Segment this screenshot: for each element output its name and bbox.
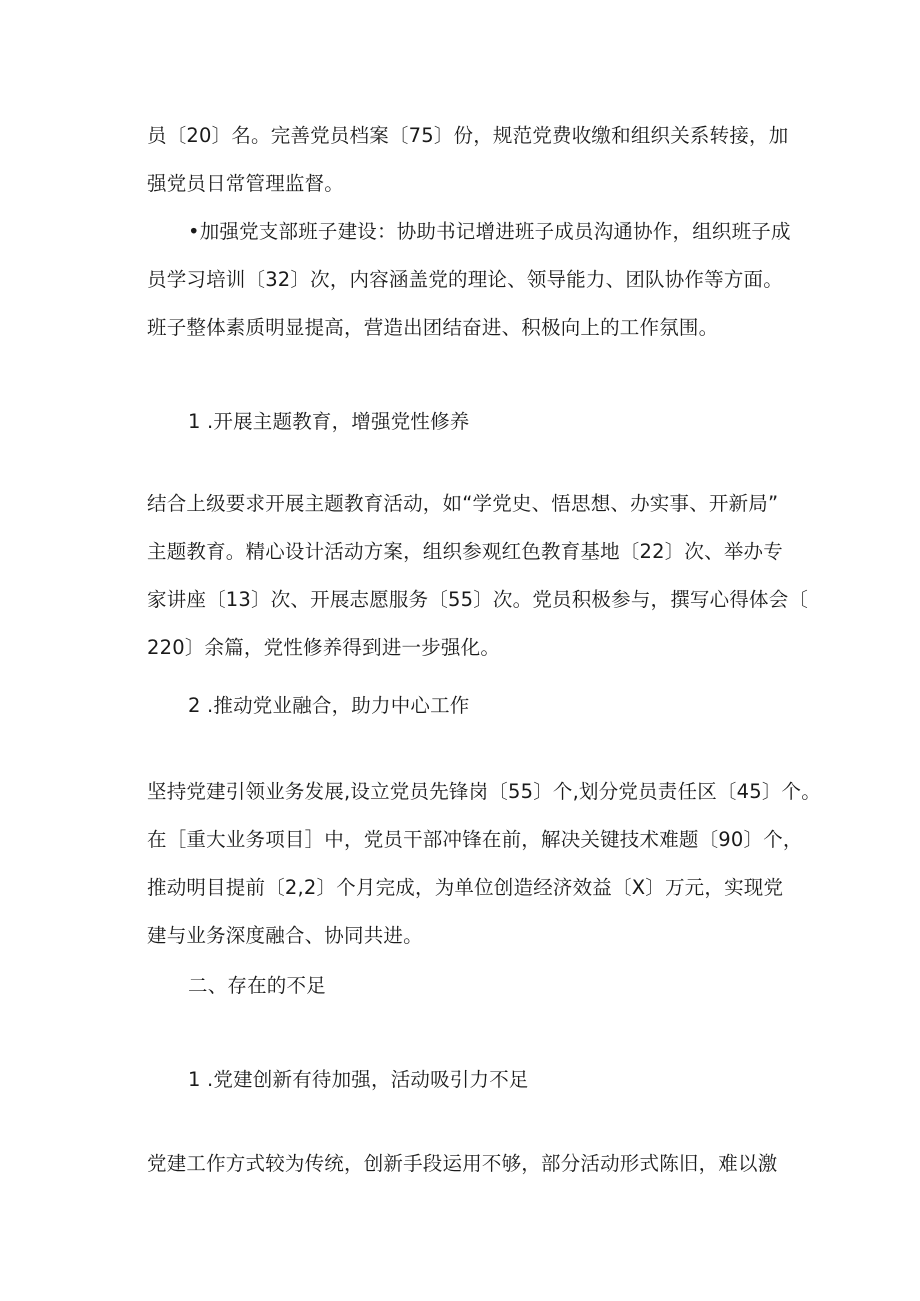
paragraph-line: 党建工作方式较为传统，创新手段运用不够，部分活动形式陈旧，难以激 (147, 1152, 778, 1175)
paragraph-line: 220〕余篇，党性修养得到进一步强化。 (147, 636, 501, 659)
chapter-heading: 二、存在的不足 (188, 974, 326, 997)
paragraph-line: 坚持党建引领业务发展,设立党员先锋岗〔55〕个,划分党员责任区〔45〕个。 (147, 780, 821, 803)
section-heading: 1 .开展主题教育，增强党性修养 (188, 410, 470, 433)
paragraph-line: 强党员日常管理监督。 (147, 172, 345, 195)
paragraph-line: 员〔20〕名。完善党员档案〔75〕份，规范党费收缴和组织关系转接，加 (147, 124, 789, 147)
section-heading: 1 .党建创新有待加强，活动吸引力不足 (188, 1068, 529, 1091)
paragraph-line: 员学习培训〔32〕次，内容涵盖党的理论、领导能力、团队协作等方面。 (147, 268, 783, 291)
paragraph-line: 班子整体素质明显提高，营造出团结奋进、积极向上的工作氛围。 (147, 316, 719, 339)
section-heading: 2 .推动党业融合，助力中心工作 (188, 694, 470, 717)
paragraph-line: 主题教育。精心设计活动方案，组织参观红色教育基地〔22〕次、举办专 (147, 540, 783, 563)
paragraph-line: 建与业务深度融合、协同共进。 (147, 924, 423, 947)
paragraph-line: 结合上级要求开展主题教育活动，如“学党史、悟思想、办实事、开新局” (147, 492, 779, 515)
paragraph-line: 在［重大业务项目］中，党员干部冲锋在前，解决关键技术难题〔90〕个， (147, 828, 803, 851)
bullet-line: •加强党支部班子建设：协助书记增进班子成员沟通协作，组织班子成 (188, 220, 791, 243)
paragraph-line: 家讲座〔13〕次、开展志愿服务〔55〕次。党员积极参与，撰写心得体会〔 (147, 588, 809, 611)
paragraph-line: 推动明目提前〔2,2〕个月完成，为单位创造经济效益〔X〕万元，实现党 (147, 876, 784, 899)
